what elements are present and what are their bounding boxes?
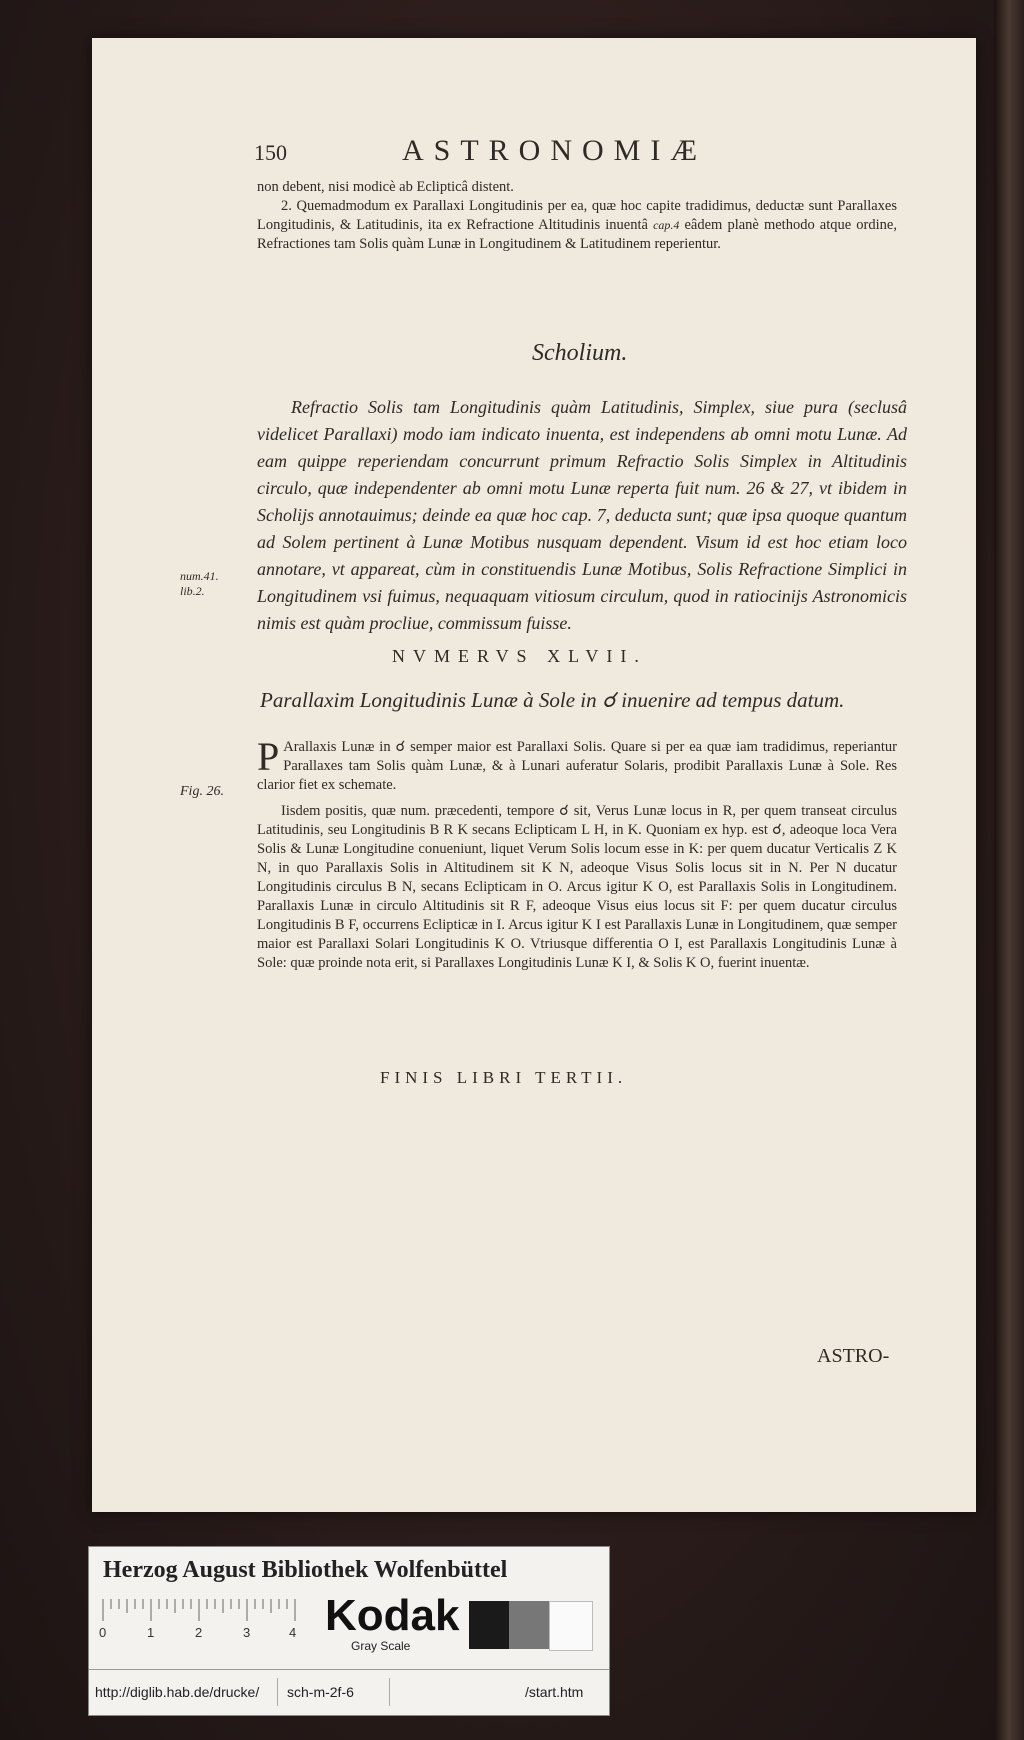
running-title: ASTRONOMIÆ (402, 134, 708, 167)
page-header (254, 134, 854, 174)
page-content (92, 38, 976, 1512)
book-spine-edge (994, 0, 1024, 1740)
ruler-label: 1 (147, 1625, 155, 1640)
gray-scale-label: Gray Scale (351, 1639, 411, 1653)
color-target-card (88, 1546, 610, 1716)
main-paragraph-text: Iisdem positis, quæ num. præcedenti, tempore ☌ sit, Verus Lunæ locus in R, per quem transeat circulus Latitudinis, seu Longitudinis B R K secans Eclipticam L H, in K. Quoniam ex hyp. est ☌, adeoque loca Vera Solis & Lunæ Longitudine conueniunt, liquet Verum Solis locum esse in K: per quem ducatur Verticalis Z K N, in quo Parallaxis Solis in Altitudinem sit K N, adeoque Visus Solis locus sit in N. Per N ducatur Longitudinis circulus B N, secans Eclipticam in O. Arcus igitur K O, est Parallaxis Solis in Longitudinem. Parallaxis Lunæ in circulo Altitudinis sit R F, adeoque Visus eius locus sit F: per quem ducatur circulus Longitudinis B F, occurrens Eclipticæ in I. Arcus igitur K I est Parallaxis Lunæ in Longitudinem, quæ semper maior est Parallaxi Solari Longitudinis K O. Vtriusque differentia O I, est Parallaxis Longitudinis Lunæ à Sole: quæ proinde nota erit, si Parallaxes Longitudinis Lunæ K I, & Solis K O, fuerint inuentæ. (257, 803, 897, 971)
scholium-title: Scholium. (532, 340, 628, 366)
gray-patch-black (469, 1601, 509, 1649)
gray-patch-white (549, 1601, 593, 1651)
book-page (92, 38, 976, 1512)
paragraph-two-text: 2. Quemadmodum ex Parallaxi Longitudinis per ea, quæ hoc capite tradidimus, deductæ sunt Parallaxes Longitudinis, & Latitudinis, ita ex Refractione Altitudinis inuentâ (257, 198, 897, 233)
library-name: Herzog August Bibliothek Wolfenbüttel (103, 1557, 508, 1583)
card-footer (89, 1669, 609, 1714)
footer-divider (389, 1678, 390, 1706)
paragraph-two-text-end: eâdem planè methodo atque ordine, Refractiones tam Solis quàm Lunæ in Longitudinem & Latitudinem reperientur. (257, 217, 897, 252)
url-suffix: /start.htm (525, 1684, 584, 1700)
paragraph-two (257, 197, 897, 254)
opening-paragraphs (257, 178, 897, 254)
shelfmark: sch-m-2f-6 (287, 1684, 354, 1700)
margin-note-figure: Fig. 26. (180, 784, 224, 799)
section-title: NVMERVS XLVII. (392, 646, 647, 666)
gray-patch-mid (509, 1601, 549, 1649)
drop-cap-initial: P (257, 734, 280, 779)
main-paragraph (257, 802, 897, 973)
ruler-label: 2 (195, 1625, 203, 1640)
kodak-logo: Kodak (325, 1591, 460, 1640)
ruler-label: 4 (289, 1625, 297, 1640)
page-number: 150 (254, 140, 287, 165)
scholium-paragraph: Refractio Solis tam Longitudinis quàm Latitudinis, Simplex, siue pura (seclusâ videlicet Parallaxi) modo iam indicato inuenta, est independens ab omni motu Lunæ. Ad eam quippe reperiendam concurrunt primum Refractio Solis Simplex in Altitudinis circulo, quæ independenter ab omni motu Lunæ reperta fuit num. 26 & 27, vt ibidem in Scholijs annotauimus; deinde ea quæ hoc cap. 7, deducta sunt; quæ ipsa quoque quantum ad Solem pertinent à Lunæ Motibus nusquam dependent. Visum id est hoc etiam loco annotare, vt appareat, cùm in constituendis Lunæ Motibus, Solis Refractione Simplici in Longitudinem vsi fuimus, nequaquam vitiosum circulum, quod in ratiocinijs Astronomicis nimis est quàm procliue, commissum fuisse. (257, 397, 907, 633)
dropcap-paragraph (257, 734, 897, 795)
problem-statement: Parallaxim Longitudinis Lunæ à Sole in ☌ inuenire ad tempus datum. (260, 688, 845, 712)
url-prefix: http://diglib.hab.de/drucke/ (95, 1684, 260, 1700)
margin-note-reference: num.41. lib.2. (180, 569, 219, 598)
catchword: ASTRO- (817, 1345, 890, 1367)
dropcap-paragraph-text: Arallaxis Lunæ in ☌ semper maior est Parallaxi Solis. Quare si per ea quæ iam tradidimus, reperiantur Parallaxes tam Solis quàm Lunæ, & à Lunari auferatur Solaris, prodibit Parallaxis Lunæ à Sole. Res clarior fiet ex schemate. (257, 739, 897, 793)
ruler-label: 0 (99, 1625, 107, 1640)
ruler-label: 3 (243, 1625, 251, 1640)
finis-line: FINIS LIBRI TERTII. (380, 1068, 628, 1087)
paragraph-continuation: non debent, nisi modicè ab Eclipticâ distent. (257, 179, 514, 195)
scholium-body (257, 394, 907, 637)
chapter-reference: cap.4 (653, 218, 680, 232)
footer-divider (277, 1678, 278, 1706)
